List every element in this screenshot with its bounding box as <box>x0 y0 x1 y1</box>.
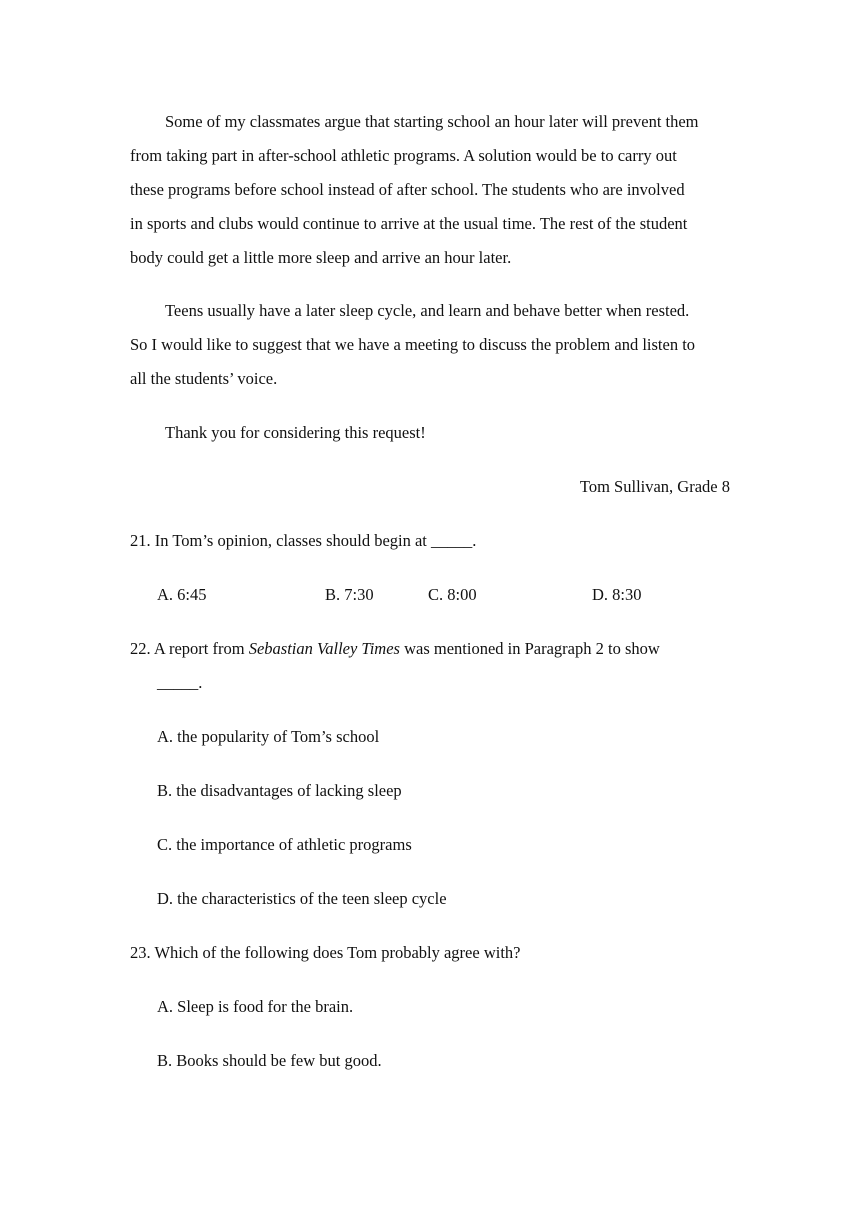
letter-closing: Thank you for considering this request! <box>165 423 426 442</box>
question-21-stem: 21. In Tom’s opinion, classes should begin at _____. <box>130 531 477 550</box>
paragraph-2-line-3: all the students’ voice. <box>130 369 278 388</box>
question-22-stem <box>130 639 660 659</box>
question-22-stem-continued: _____. <box>157 673 203 692</box>
paragraph-1-line-2: from taking part in after-school athletic programs. A solution would be to carry out <box>130 146 677 165</box>
question-21-option-b: B. 7:30 <box>325 585 374 604</box>
question-23-option-a: A. Sleep is food for the brain. <box>157 997 354 1016</box>
letter-signature: Tom Sullivan, Grade 8 <box>579 477 730 496</box>
paragraph-1-line-5: body could get a little more sleep and arrive an hour later. <box>130 248 512 267</box>
question-21-option-c: C. 8:00 <box>428 585 477 604</box>
question-22-source-title: Sebastian Valley Times <box>248 639 400 658</box>
question-22-option-d: D. the characteristics of the teen sleep cycle <box>157 889 447 908</box>
paragraph-2-line-2: So I would like to suggest that we have a meeting to discuss the problem and listen to <box>130 335 696 354</box>
question-22-option-a: A. the popularity of Tom’s school <box>157 727 380 746</box>
paragraph-2-line-1: Teens usually have a later sleep cycle, and learn and behave better when rested. <box>165 301 690 320</box>
question-23-stem: 23. Which of the following does Tom probably agree with? <box>130 943 521 962</box>
question-22-option-b: B. the disadvantages of lacking sleep <box>157 781 402 800</box>
paragraph-1-line-4: in sports and clubs would continue to arrive at the usual time. The rest of the student <box>130 214 688 233</box>
question-21-option-d: D. 8:30 <box>592 585 642 604</box>
question-23-option-b: B. Books should be few but good. <box>157 1051 382 1070</box>
question-22-option-c: C. the importance of athletic programs <box>157 835 412 854</box>
paragraph-1-line-3: these programs before school instead of after school. The students who are involved <box>130 180 685 199</box>
question-22-stem-prefix: 22. A report from <box>130 639 249 658</box>
paragraph-1-line-1: Some of my classmates argue that starting school an hour later will prevent them <box>165 112 699 131</box>
question-22-stem-suffix: was mentioned in Paragraph 2 to show <box>399 639 660 658</box>
question-21-option-a: A. 6:45 <box>157 585 207 604</box>
